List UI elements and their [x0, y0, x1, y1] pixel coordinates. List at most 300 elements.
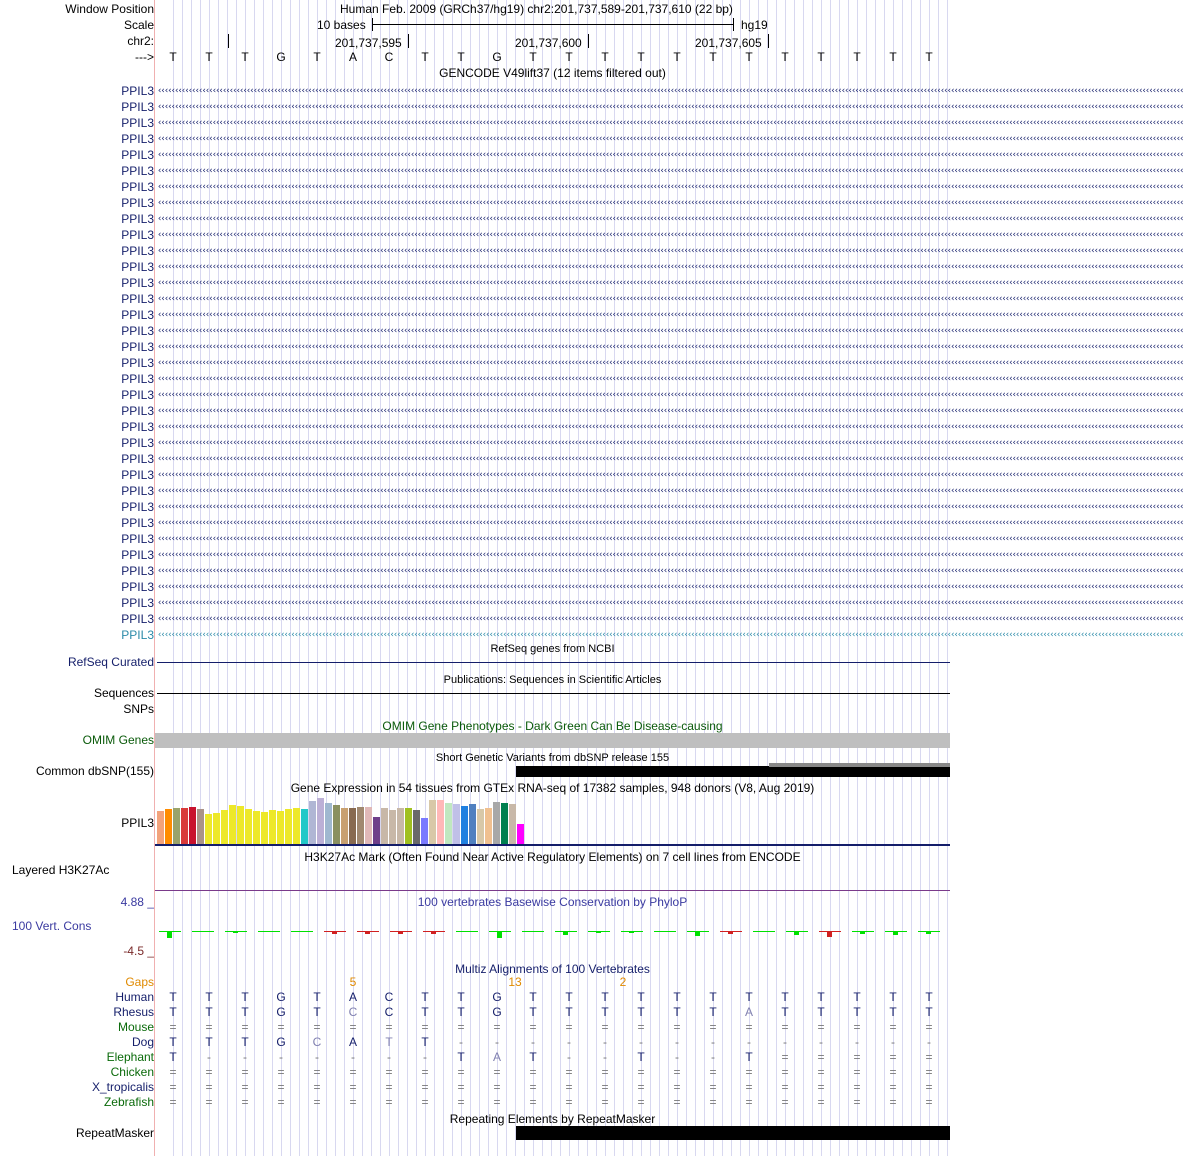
gencode-transcript[interactable]: ‹‹‹‹‹‹‹‹‹‹‹‹‹‹‹‹‹‹‹‹‹‹‹‹‹‹‹‹‹‹‹‹‹‹‹‹‹‹‹‹‹‹‹‹‹‹‹‹‹‹‹‹‹‹‹‹‹‹‹‹‹‹‹‹‹‹‹‹‹‹‹‹‹‹‹‹‹‹‹‹‹‹‹‹‹‹‹‹‹‹‹‹‹‹‹‹‹‹‹‹‹‹‹‹‹‹‹‹‹‹‹‹‹‹‹‹‹‹‹‹‹‹‹‹‹‹‹‹‹‹‹‹‹‹‹‹‹‹‹‹‹‹‹‹‹‹‹‹‹‹‹‹‹‹‹‹‹‹‹‹‹‹‹‹‹‹‹‹‹‹‹‹‹‹‹‹‹‹‹‹‹‹‹‹‹‹‹‹‹‹‹‹‹‹‹‹‹‹‹‹‹‹‹‹‹‹‹‹‹‹‹‹‹‹‹‹‹‹‹‹‹‹‹‹‹‹‹‹‹‹‹‹‹‹‹‹‹‹‹‹‹‹‹‹‹‹‹‹‹‹‹‹‹‹‹‹‹‹‹‹‹‹‹‹‹‹‹‹‹‹‹‹‹‹‹‹‹‹‹‹‹‹‹‹‹‹‹‹‹‹‹‹‹‹‹‹‹‹‹‹ — [157, 118, 1183, 128]
species-label[interactable]: Chicken — [110, 1065, 154, 1079]
alignment-base: T — [673, 1005, 681, 1019]
gtex-tissue-bar[interactable] — [213, 813, 220, 844]
phylop-score-bar[interactable] — [926, 931, 931, 934]
alignment-base: = — [205, 1020, 213, 1034]
h3k27ac-baseline — [155, 890, 950, 891]
alignment-base: T — [565, 990, 573, 1004]
alignment-base: - — [675, 1050, 679, 1064]
ruler-tick — [768, 34, 769, 48]
alignment-base: = — [565, 1095, 573, 1109]
gencode-transcript-label[interactable]: PPIL3 — [121, 484, 154, 498]
gencode-transcript-label[interactable]: PPIL3 — [121, 84, 154, 98]
gencode-transcript-label[interactable]: PPIL3 — [121, 180, 154, 194]
alignment-base: T — [421, 990, 429, 1004]
alignment-base: = — [745, 1065, 753, 1079]
gencode-transcript-label[interactable]: PPIL3 — [121, 148, 154, 162]
alignment-base: = — [313, 1020, 321, 1034]
species-label[interactable]: Elephant — [106, 1050, 154, 1064]
alignment-base: - — [639, 1035, 643, 1049]
gencode-transcript-label[interactable]: PPIL3 — [121, 612, 154, 626]
gencode-transcript-label[interactable]: PPIL3 — [121, 164, 154, 178]
phylop-score-bar[interactable] — [827, 932, 832, 937]
gencode-transcript[interactable]: ‹‹‹‹‹‹‹‹‹‹‹‹‹‹‹‹‹‹‹‹‹‹‹‹‹‹‹‹‹‹‹‹‹‹‹‹‹‹‹‹‹‹‹‹‹‹‹‹‹‹‹‹‹‹‹‹‹‹‹‹‹‹‹‹‹‹‹‹‹‹‹‹‹‹‹‹‹‹‹‹‹‹‹‹‹‹‹‹‹‹‹‹‹‹‹‹‹‹‹‹‹‹‹‹‹‹‹‹‹‹‹‹‹‹‹‹‹‹‹‹‹‹‹‹‹‹‹‹‹‹‹‹‹‹‹‹‹‹‹‹‹‹‹‹‹‹‹‹‹‹‹‹‹‹‹‹‹‹‹‹‹‹‹‹‹‹‹‹‹‹‹‹‹‹‹‹‹‹‹‹‹‹‹‹‹‹‹‹‹‹‹‹‹‹‹‹‹‹‹‹‹‹‹‹‹‹‹‹‹‹‹‹‹‹‹‹‹‹‹‹‹‹‹‹‹‹‹‹‹‹‹‹‹‹‹‹‹‹‹‹‹‹‹‹‹‹‹‹‹‹‹‹‹‹‹‹‹‹‹‹‹‹‹‹‹‹‹‹‹‹‹‹‹‹‹‹‹‹‹‹‹‹‹‹‹‹‹‹‹‹‹‹‹‹‹‹‹‹‹‹ — [157, 134, 1183, 144]
alignment-base: T — [169, 1035, 177, 1049]
phylop-score-bar[interactable] — [629, 931, 634, 933]
refseq-track-label[interactable]: RefSeq Curated — [67, 655, 154, 669]
gap-count: 2 — [619, 975, 627, 989]
dbsnp-track-title: Short Genetic Variants from dbSNP release 155 — [435, 752, 670, 764]
gtex-tissue-bar[interactable] — [437, 800, 444, 844]
alignment-base: T — [169, 990, 177, 1004]
alignment-base: T — [709, 990, 717, 1004]
alignment-base: - — [279, 1050, 283, 1064]
sequence-base: T — [421, 50, 429, 64]
scale-bar-right-tick — [733, 18, 734, 31]
phylop-score-bar[interactable] — [794, 931, 799, 935]
gtex-tissue-bar[interactable] — [365, 807, 372, 844]
gencode-transcript-label[interactable]: PPIL3 — [121, 452, 154, 466]
gencode-transcript-label[interactable]: PPIL3 — [121, 340, 154, 354]
dbsnp-track-label[interactable]: Common dbSNP(155) — [35, 764, 154, 778]
gencode-transcript[interactable]: ‹‹‹‹‹‹‹‹‹‹‹‹‹‹‹‹‹‹‹‹‹‹‹‹‹‹‹‹‹‹‹‹‹‹‹‹‹‹‹‹‹‹‹‹‹‹‹‹‹‹‹‹‹‹‹‹‹‹‹‹‹‹‹‹‹‹‹‹‹‹‹‹‹‹‹‹‹‹‹‹‹‹‹‹‹‹‹‹‹‹‹‹‹‹‹‹‹‹‹‹‹‹‹‹‹‹‹‹‹‹‹‹‹‹‹‹‹‹‹‹‹‹‹‹‹‹‹‹‹‹‹‹‹‹‹‹‹‹‹‹‹‹‹‹‹‹‹‹‹‹‹‹‹‹‹‹‹‹‹‹‹‹‹‹‹‹‹‹‹‹‹‹‹‹‹‹‹‹‹‹‹‹‹‹‹‹‹‹‹‹‹‹‹‹‹‹‹‹‹‹‹‹‹‹‹‹‹‹‹‹‹‹‹‹‹‹‹‹‹‹‹‹‹‹‹‹‹‹‹‹‹‹‹‹‹‹‹‹‹‹‹‹‹‹‹‹‹‹‹‹‹‹‹‹‹‹‹‹‹‹‹‹‹‹‹‹‹‹‹‹‹‹‹‹‹‹‹‹‹‹‹‹‹‹‹‹‹‹‹‹‹‹‹‹‹‹‹‹‹‹ — [157, 550, 1183, 560]
gtex-tissue-bar[interactable] — [237, 806, 244, 844]
gtex-tissue-bar[interactable] — [501, 803, 508, 844]
alignment-base: = — [457, 1065, 465, 1079]
phylop-score-bar[interactable] — [398, 932, 403, 934]
gencode-transcript-label[interactable]: PPIL3 — [121, 292, 154, 306]
alignment-base: = — [817, 1095, 825, 1109]
alignment-base: - — [819, 1035, 823, 1049]
sequence-base: T — [565, 50, 573, 64]
alignment-base: T — [241, 990, 249, 1004]
gencode-transcript[interactable]: ‹‹‹‹‹‹‹‹‹‹‹‹‹‹‹‹‹‹‹‹‹‹‹‹‹‹‹‹‹‹‹‹‹‹‹‹‹‹‹‹‹‹‹‹‹‹‹‹‹‹‹‹‹‹‹‹‹‹‹‹‹‹‹‹‹‹‹‹‹‹‹‹‹‹‹‹‹‹‹‹‹‹‹‹‹‹‹‹‹‹‹‹‹‹‹‹‹‹‹‹‹‹‹‹‹‹‹‹‹‹‹‹‹‹‹‹‹‹‹‹‹‹‹‹‹‹‹‹‹‹‹‹‹‹‹‹‹‹‹‹‹‹‹‹‹‹‹‹‹‹‹‹‹‹‹‹‹‹‹‹‹‹‹‹‹‹‹‹‹‹‹‹‹‹‹‹‹‹‹‹‹‹‹‹‹‹‹‹‹‹‹‹‹‹‹‹‹‹‹‹‹‹‹‹‹‹‹‹‹‹‹‹‹‹‹‹‹‹‹‹‹‹‹‹‹‹‹‹‹‹‹‹‹‹‹‹‹‹‹‹‹‹‹‹‹‹‹‹‹‹‹‹‹‹‹‹‹‹‹‹‹‹‹‹‹‹‹‹‹‹‹‹‹‹‹‹‹‹‹‹‹‹‹‹‹‹‹‹‹‹‹‹‹‹‹‹‹‹‹‹ — [157, 374, 1183, 384]
gencode-transcript[interactable]: ‹‹‹‹‹‹‹‹‹‹‹‹‹‹‹‹‹‹‹‹‹‹‹‹‹‹‹‹‹‹‹‹‹‹‹‹‹‹‹‹‹‹‹‹‹‹‹‹‹‹‹‹‹‹‹‹‹‹‹‹‹‹‹‹‹‹‹‹‹‹‹‹‹‹‹‹‹‹‹‹‹‹‹‹‹‹‹‹‹‹‹‹‹‹‹‹‹‹‹‹‹‹‹‹‹‹‹‹‹‹‹‹‹‹‹‹‹‹‹‹‹‹‹‹‹‹‹‹‹‹‹‹‹‹‹‹‹‹‹‹‹‹‹‹‹‹‹‹‹‹‹‹‹‹‹‹‹‹‹‹‹‹‹‹‹‹‹‹‹‹‹‹‹‹‹‹‹‹‹‹‹‹‹‹‹‹‹‹‹‹‹‹‹‹‹‹‹‹‹‹‹‹‹‹‹‹‹‹‹‹‹‹‹‹‹‹‹‹‹‹‹‹‹‹‹‹‹‹‹‹‹‹‹‹‹‹‹‹‹‹‹‹‹‹‹‹‹‹‹‹‹‹‹‹‹‹‹‹‹‹‹‹‹‹‹‹‹‹‹‹‹‹‹‹‹‹‹‹‹‹‹‹‹‹‹‹‹‹‹‹‹‹‹‹‹‹‹‹‹‹ — [157, 518, 1183, 528]
alignment-base: C — [384, 990, 394, 1004]
alignment-base: - — [567, 1035, 571, 1049]
alignment-base: = — [673, 1065, 681, 1079]
alignment-base: = — [853, 1095, 861, 1109]
alignment-base: = — [601, 1095, 609, 1109]
phylop-score-bar[interactable] — [860, 931, 865, 934]
phylop-score-bar[interactable] — [695, 931, 700, 936]
gtex-tissue-bar[interactable] — [461, 806, 468, 844]
gencode-transcript[interactable]: ‹‹‹‹‹‹‹‹‹‹‹‹‹‹‹‹‹‹‹‹‹‹‹‹‹‹‹‹‹‹‹‹‹‹‹‹‹‹‹‹‹‹‹‹‹‹‹‹‹‹‹‹‹‹‹‹‹‹‹‹‹‹‹‹‹‹‹‹‹‹‹‹‹‹‹‹‹‹‹‹‹‹‹‹‹‹‹‹‹‹‹‹‹‹‹‹‹‹‹‹‹‹‹‹‹‹‹‹‹‹‹‹‹‹‹‹‹‹‹‹‹‹‹‹‹‹‹‹‹‹‹‹‹‹‹‹‹‹‹‹‹‹‹‹‹‹‹‹‹‹‹‹‹‹‹‹‹‹‹‹‹‹‹‹‹‹‹‹‹‹‹‹‹‹‹‹‹‹‹‹‹‹‹‹‹‹‹‹‹‹‹‹‹‹‹‹‹‹‹‹‹‹‹‹‹‹‹‹‹‹‹‹‹‹‹‹‹‹‹‹‹‹‹‹‹‹‹‹‹‹‹‹‹‹‹‹‹‹‹‹‹‹‹‹‹‹‹‹‹‹‹‹‹‹‹‹‹‹‹‹‹‹‹‹‹‹‹‹‹‹‹‹‹‹‹‹‹‹‹‹‹‹‹‹‹‹‹‹‹‹‹‹‹‹‹‹‹‹‹‹ — [157, 278, 1183, 288]
gtex-tissue-bar[interactable] — [277, 811, 284, 844]
gtex-tissue-bar[interactable] — [469, 804, 476, 844]
h3k27ac-track-label[interactable]: Layered H3K27Ac — [12, 863, 110, 877]
gencode-transcript[interactable]: ‹‹‹‹‹‹‹‹‹‹‹‹‹‹‹‹‹‹‹‹‹‹‹‹‹‹‹‹‹‹‹‹‹‹‹‹‹‹‹‹‹‹‹‹‹‹‹‹‹‹‹‹‹‹‹‹‹‹‹‹‹‹‹‹‹‹‹‹‹‹‹‹‹‹‹‹‹‹‹‹‹‹‹‹‹‹‹‹‹‹‹‹‹‹‹‹‹‹‹‹‹‹‹‹‹‹‹‹‹‹‹‹‹‹‹‹‹‹‹‹‹‹‹‹‹‹‹‹‹‹‹‹‹‹‹‹‹‹‹‹‹‹‹‹‹‹‹‹‹‹‹‹‹‹‹‹‹‹‹‹‹‹‹‹‹‹‹‹‹‹‹‹‹‹‹‹‹‹‹‹‹‹‹‹‹‹‹‹‹‹‹‹‹‹‹‹‹‹‹‹‹‹‹‹‹‹‹‹‹‹‹‹‹‹‹‹‹‹‹‹‹‹‹‹‹‹‹‹‹‹‹‹‹‹‹‹‹‹‹‹‹‹‹‹‹‹‹‹‹‹‹‹‹‹‹‹‹‹‹‹‹‹‹‹‹‹‹‹‹‹‹‹‹‹‹‹‹‹‹‹‹‹‹‹‹‹‹‹‹‹‹‹‹‹‹‹‹‹‹‹ — [157, 262, 1183, 272]
gtex-tissue-bar[interactable] — [357, 807, 364, 844]
assembly-position-text: Human Feb. 2009 (GRCh37/hg19) chr2:201,737,589-201,737,610 (22 bp) — [340, 2, 733, 16]
gtex-tissue-bar[interactable] — [181, 808, 188, 844]
gtex-tissue-bar[interactable] — [205, 814, 212, 844]
alignment-base: - — [747, 1035, 751, 1049]
alignment-base: = — [529, 1020, 537, 1034]
gtex-track-title: Gene Expression in 54 tissues from GTEx RNA-seq of 17382 samples, 948 donors (V8, Aug 2019) — [290, 781, 815, 795]
gencode-transcript-label[interactable]: PPIL3 — [121, 404, 154, 418]
alignment-base: - — [387, 1050, 391, 1064]
alignment-base: A — [744, 1005, 753, 1019]
gencode-transcript[interactable]: ‹‹‹‹‹‹‹‹‹‹‹‹‹‹‹‹‹‹‹‹‹‹‹‹‹‹‹‹‹‹‹‹‹‹‹‹‹‹‹‹‹‹‹‹‹‹‹‹‹‹‹‹‹‹‹‹‹‹‹‹‹‹‹‹‹‹‹‹‹‹‹‹‹‹‹‹‹‹‹‹‹‹‹‹‹‹‹‹‹‹‹‹‹‹‹‹‹‹‹‹‹‹‹‹‹‹‹‹‹‹‹‹‹‹‹‹‹‹‹‹‹‹‹‹‹‹‹‹‹‹‹‹‹‹‹‹‹‹‹‹‹‹‹‹‹‹‹‹‹‹‹‹‹‹‹‹‹‹‹‹‹‹‹‹‹‹‹‹‹‹‹‹‹‹‹‹‹‹‹‹‹‹‹‹‹‹‹‹‹‹‹‹‹‹‹‹‹‹‹‹‹‹‹‹‹‹‹‹‹‹‹‹‹‹‹‹‹‹‹‹‹‹‹‹‹‹‹‹‹‹‹‹‹‹‹‹‹‹‹‹‹‹‹‹‹‹‹‹‹‹‹‹‹‹‹‹‹‹‹‹‹‹‹‹‹‹‹‹‹‹‹‹‹‹‹‹‹‹‹‹‹‹‹‹‹‹‹‹‹‹‹‹‹‹‹‹‹‹‹‹ — [157, 630, 1183, 640]
gtex-tissue-bar[interactable] — [173, 808, 180, 844]
alignment-base: = — [709, 1080, 717, 1094]
gtex-tissue-bar[interactable] — [349, 808, 356, 844]
repeatmasker-element[interactable] — [516, 1126, 950, 1140]
gencode-transcript[interactable]: ‹‹‹‹‹‹‹‹‹‹‹‹‹‹‹‹‹‹‹‹‹‹‹‹‹‹‹‹‹‹‹‹‹‹‹‹‹‹‹‹‹‹‹‹‹‹‹‹‹‹‹‹‹‹‹‹‹‹‹‹‹‹‹‹‹‹‹‹‹‹‹‹‹‹‹‹‹‹‹‹‹‹‹‹‹‹‹‹‹‹‹‹‹‹‹‹‹‹‹‹‹‹‹‹‹‹‹‹‹‹‹‹‹‹‹‹‹‹‹‹‹‹‹‹‹‹‹‹‹‹‹‹‹‹‹‹‹‹‹‹‹‹‹‹‹‹‹‹‹‹‹‹‹‹‹‹‹‹‹‹‹‹‹‹‹‹‹‹‹‹‹‹‹‹‹‹‹‹‹‹‹‹‹‹‹‹‹‹‹‹‹‹‹‹‹‹‹‹‹‹‹‹‹‹‹‹‹‹‹‹‹‹‹‹‹‹‹‹‹‹‹‹‹‹‹‹‹‹‹‹‹‹‹‹‹‹‹‹‹‹‹‹‹‹‹‹‹‹‹‹‹‹‹‹‹‹‹‹‹‹‹‹‹‹‹‹‹‹‹‹‹‹‹‹‹‹‹‹‹‹‹‹‹‹‹‹‹‹‹‹‹‹‹‹‹‹‹‹‹‹ — [157, 246, 1183, 256]
alignment-base: T — [565, 1005, 573, 1019]
phylop-base-tick — [258, 931, 280, 932]
alignment-base: = — [565, 1080, 573, 1094]
gencode-transcript[interactable]: ‹‹‹‹‹‹‹‹‹‹‹‹‹‹‹‹‹‹‹‹‹‹‹‹‹‹‹‹‹‹‹‹‹‹‹‹‹‹‹‹‹‹‹‹‹‹‹‹‹‹‹‹‹‹‹‹‹‹‹‹‹‹‹‹‹‹‹‹‹‹‹‹‹‹‹‹‹‹‹‹‹‹‹‹‹‹‹‹‹‹‹‹‹‹‹‹‹‹‹‹‹‹‹‹‹‹‹‹‹‹‹‹‹‹‹‹‹‹‹‹‹‹‹‹‹‹‹‹‹‹‹‹‹‹‹‹‹‹‹‹‹‹‹‹‹‹‹‹‹‹‹‹‹‹‹‹‹‹‹‹‹‹‹‹‹‹‹‹‹‹‹‹‹‹‹‹‹‹‹‹‹‹‹‹‹‹‹‹‹‹‹‹‹‹‹‹‹‹‹‹‹‹‹‹‹‹‹‹‹‹‹‹‹‹‹‹‹‹‹‹‹‹‹‹‹‹‹‹‹‹‹‹‹‹‹‹‹‹‹‹‹‹‹‹‹‹‹‹‹‹‹‹‹‹‹‹‹‹‹‹‹‹‹‹‹‹‹‹‹‹‹‹‹‹‹‹‹‹‹‹‹‹‹‹‹‹‹‹‹‹‹‹‹‹‹‹‹‹‹‹ — [157, 486, 1183, 496]
gencode-transcript[interactable]: ‹‹‹‹‹‹‹‹‹‹‹‹‹‹‹‹‹‹‹‹‹‹‹‹‹‹‹‹‹‹‹‹‹‹‹‹‹‹‹‹‹‹‹‹‹‹‹‹‹‹‹‹‹‹‹‹‹‹‹‹‹‹‹‹‹‹‹‹‹‹‹‹‹‹‹‹‹‹‹‹‹‹‹‹‹‹‹‹‹‹‹‹‹‹‹‹‹‹‹‹‹‹‹‹‹‹‹‹‹‹‹‹‹‹‹‹‹‹‹‹‹‹‹‹‹‹‹‹‹‹‹‹‹‹‹‹‹‹‹‹‹‹‹‹‹‹‹‹‹‹‹‹‹‹‹‹‹‹‹‹‹‹‹‹‹‹‹‹‹‹‹‹‹‹‹‹‹‹‹‹‹‹‹‹‹‹‹‹‹‹‹‹‹‹‹‹‹‹‹‹‹‹‹‹‹‹‹‹‹‹‹‹‹‹‹‹‹‹‹‹‹‹‹‹‹‹‹‹‹‹‹‹‹‹‹‹‹‹‹‹‹‹‹‹‹‹‹‹‹‹‹‹‹‹‹‹‹‹‹‹‹‹‹‹‹‹‹‹‹‹‹‹‹‹‹‹‹‹‹‹‹‹‹‹‹‹‹‹‹‹‹‹‹‹‹‹‹‹‹‹ — [157, 342, 1183, 352]
alignment-base: T — [529, 990, 537, 1004]
alignment-base: = — [853, 1065, 861, 1079]
species-label[interactable]: Zebrafish — [103, 1095, 154, 1109]
h3k27ac-track-title: H3K27Ac Mark (Often Found Near Active Regulatory Elements) on 7 cell lines from ENCODE — [304, 850, 801, 864]
alignment-base: = — [781, 1080, 789, 1094]
alignment-base: T — [205, 1035, 213, 1049]
alignment-base: = — [817, 1065, 825, 1079]
gtex-tissue-bar[interactable] — [333, 805, 340, 844]
scale-label: Scale — [123, 18, 154, 32]
gtex-tissue-bar[interactable] — [285, 809, 292, 844]
gencode-transcript-label[interactable]: PPIL3 — [121, 436, 154, 450]
phylop-score-bar[interactable] — [563, 931, 568, 935]
alignment-base: = — [781, 1095, 789, 1109]
alignment-base: T — [313, 990, 321, 1004]
alignment-base: T — [241, 1005, 249, 1019]
gencode-transcript[interactable]: ‹‹‹‹‹‹‹‹‹‹‹‹‹‹‹‹‹‹‹‹‹‹‹‹‹‹‹‹‹‹‹‹‹‹‹‹‹‹‹‹‹‹‹‹‹‹‹‹‹‹‹‹‹‹‹‹‹‹‹‹‹‹‹‹‹‹‹‹‹‹‹‹‹‹‹‹‹‹‹‹‹‹‹‹‹‹‹‹‹‹‹‹‹‹‹‹‹‹‹‹‹‹‹‹‹‹‹‹‹‹‹‹‹‹‹‹‹‹‹‹‹‹‹‹‹‹‹‹‹‹‹‹‹‹‹‹‹‹‹‹‹‹‹‹‹‹‹‹‹‹‹‹‹‹‹‹‹‹‹‹‹‹‹‹‹‹‹‹‹‹‹‹‹‹‹‹‹‹‹‹‹‹‹‹‹‹‹‹‹‹‹‹‹‹‹‹‹‹‹‹‹‹‹‹‹‹‹‹‹‹‹‹‹‹‹‹‹‹‹‹‹‹‹‹‹‹‹‹‹‹‹‹‹‹‹‹‹‹‹‹‹‹‹‹‹‹‹‹‹‹‹‹‹‹‹‹‹‹‹‹‹‹‹‹‹‹‹‹‹‹‹‹‹‹‹‹‹‹‹‹‹‹‹‹‹‹‹‹‹‹‹‹‹‹‹‹‹‹‹‹ — [157, 166, 1183, 176]
gencode-transcript[interactable]: ‹‹‹‹‹‹‹‹‹‹‹‹‹‹‹‹‹‹‹‹‹‹‹‹‹‹‹‹‹‹‹‹‹‹‹‹‹‹‹‹‹‹‹‹‹‹‹‹‹‹‹‹‹‹‹‹‹‹‹‹‹‹‹‹‹‹‹‹‹‹‹‹‹‹‹‹‹‹‹‹‹‹‹‹‹‹‹‹‹‹‹‹‹‹‹‹‹‹‹‹‹‹‹‹‹‹‹‹‹‹‹‹‹‹‹‹‹‹‹‹‹‹‹‹‹‹‹‹‹‹‹‹‹‹‹‹‹‹‹‹‹‹‹‹‹‹‹‹‹‹‹‹‹‹‹‹‹‹‹‹‹‹‹‹‹‹‹‹‹‹‹‹‹‹‹‹‹‹‹‹‹‹‹‹‹‹‹‹‹‹‹‹‹‹‹‹‹‹‹‹‹‹‹‹‹‹‹‹‹‹‹‹‹‹‹‹‹‹‹‹‹‹‹‹‹‹‹‹‹‹‹‹‹‹‹‹‹‹‹‹‹‹‹‹‹‹‹‹‹‹‹‹‹‹‹‹‹‹‹‹‹‹‹‹‹‹‹‹‹‹‹‹‹‹‹‹‹‹‹‹‹‹‹‹‹‹‹‹‹‹‹‹‹‹‹‹‹‹‹‹ — [157, 358, 1183, 368]
alignment-base: - — [351, 1050, 355, 1064]
alignment-base: = — [925, 1080, 933, 1094]
alignment-base: T — [385, 1035, 393, 1049]
species-label[interactable]: X_tropicalis — [91, 1080, 154, 1094]
gtex-tissue-bar[interactable] — [429, 800, 436, 844]
phylop-score-bar[interactable] — [365, 932, 370, 934]
alignment-base: = — [529, 1095, 537, 1109]
gencode-transcript[interactable]: ‹‹‹‹‹‹‹‹‹‹‹‹‹‹‹‹‹‹‹‹‹‹‹‹‹‹‹‹‹‹‹‹‹‹‹‹‹‹‹‹‹‹‹‹‹‹‹‹‹‹‹‹‹‹‹‹‹‹‹‹‹‹‹‹‹‹‹‹‹‹‹‹‹‹‹‹‹‹‹‹‹‹‹‹‹‹‹‹‹‹‹‹‹‹‹‹‹‹‹‹‹‹‹‹‹‹‹‹‹‹‹‹‹‹‹‹‹‹‹‹‹‹‹‹‹‹‹‹‹‹‹‹‹‹‹‹‹‹‹‹‹‹‹‹‹‹‹‹‹‹‹‹‹‹‹‹‹‹‹‹‹‹‹‹‹‹‹‹‹‹‹‹‹‹‹‹‹‹‹‹‹‹‹‹‹‹‹‹‹‹‹‹‹‹‹‹‹‹‹‹‹‹‹‹‹‹‹‹‹‹‹‹‹‹‹‹‹‹‹‹‹‹‹‹‹‹‹‹‹‹‹‹‹‹‹‹‹‹‹‹‹‹‹‹‹‹‹‹‹‹‹‹‹‹‹‹‹‹‹‹‹‹‹‹‹‹‹‹‹‹‹‹‹‹‹‹‹‹‹‹‹‹‹‹‹‹‹‹‹‹‹‹‹‹‹‹‹‹‹‹ — [157, 438, 1183, 448]
alignment-base: T — [817, 990, 825, 1004]
alignment-base: = — [673, 1080, 681, 1094]
alignment-base: = — [565, 1020, 573, 1034]
alignment-base: = — [205, 1080, 213, 1094]
sequence-base: T — [673, 50, 681, 64]
ruler-tick — [588, 34, 589, 48]
alignment-base: = — [421, 1020, 429, 1034]
species-label[interactable]: Human — [115, 990, 154, 1004]
alignment-base: = — [925, 1095, 933, 1109]
gencode-transcript-label[interactable]: PPIL3 — [121, 580, 154, 594]
species-label[interactable]: Rhesus — [113, 1005, 154, 1019]
alignment-base: = — [781, 1020, 789, 1034]
alignment-base: = — [781, 1050, 789, 1064]
phylop-score-bar[interactable] — [728, 932, 733, 934]
alignment-base: T — [529, 1005, 537, 1019]
gencode-transcript[interactable]: ‹‹‹‹‹‹‹‹‹‹‹‹‹‹‹‹‹‹‹‹‹‹‹‹‹‹‹‹‹‹‹‹‹‹‹‹‹‹‹‹‹‹‹‹‹‹‹‹‹‹‹‹‹‹‹‹‹‹‹‹‹‹‹‹‹‹‹‹‹‹‹‹‹‹‹‹‹‹‹‹‹‹‹‹‹‹‹‹‹‹‹‹‹‹‹‹‹‹‹‹‹‹‹‹‹‹‹‹‹‹‹‹‹‹‹‹‹‹‹‹‹‹‹‹‹‹‹‹‹‹‹‹‹‹‹‹‹‹‹‹‹‹‹‹‹‹‹‹‹‹‹‹‹‹‹‹‹‹‹‹‹‹‹‹‹‹‹‹‹‹‹‹‹‹‹‹‹‹‹‹‹‹‹‹‹‹‹‹‹‹‹‹‹‹‹‹‹‹‹‹‹‹‹‹‹‹‹‹‹‹‹‹‹‹‹‹‹‹‹‹‹‹‹‹‹‹‹‹‹‹‹‹‹‹‹‹‹‹‹‹‹‹‹‹‹‹‹‹‹‹‹‹‹‹‹‹‹‹‹‹‹‹‹‹‹‹‹‹‹‹‹‹‹‹‹‹‹‹‹‹‹‹‹‹‹‹‹‹‹‹‹‹‹‹‹‹‹‹‹‹ — [157, 230, 1183, 240]
alignment-base: = — [817, 1050, 825, 1064]
gencode-transcript-label[interactable]: PPIL3 — [121, 468, 154, 482]
gencode-transcript-label[interactable]: PPIL3 — [121, 324, 154, 338]
gencode-transcript-label[interactable]: PPIL3 — [121, 548, 154, 562]
dbsnp-variant-block-2[interactable] — [769, 763, 950, 767]
gencode-transcript[interactable]: ‹‹‹‹‹‹‹‹‹‹‹‹‹‹‹‹‹‹‹‹‹‹‹‹‹‹‹‹‹‹‹‹‹‹‹‹‹‹‹‹‹‹‹‹‹‹‹‹‹‹‹‹‹‹‹‹‹‹‹‹‹‹‹‹‹‹‹‹‹‹‹‹‹‹‹‹‹‹‹‹‹‹‹‹‹‹‹‹‹‹‹‹‹‹‹‹‹‹‹‹‹‹‹‹‹‹‹‹‹‹‹‹‹‹‹‹‹‹‹‹‹‹‹‹‹‹‹‹‹‹‹‹‹‹‹‹‹‹‹‹‹‹‹‹‹‹‹‹‹‹‹‹‹‹‹‹‹‹‹‹‹‹‹‹‹‹‹‹‹‹‹‹‹‹‹‹‹‹‹‹‹‹‹‹‹‹‹‹‹‹‹‹‹‹‹‹‹‹‹‹‹‹‹‹‹‹‹‹‹‹‹‹‹‹‹‹‹‹‹‹‹‹‹‹‹‹‹‹‹‹‹‹‹‹‹‹‹‹‹‹‹‹‹‹‹‹‹‹‹‹‹‹‹‹‹‹‹‹‹‹‹‹‹‹‹‹‹‹‹‹‹‹‹‹‹‹‹‹‹‹‹‹‹‹‹‹‹‹‹‹‹‹‹‹‹‹‹‹‹‹ — [157, 310, 1183, 320]
alignment-base: = — [457, 1080, 465, 1094]
species-label[interactable]: Dog — [131, 1035, 154, 1049]
alignment-base: = — [925, 1050, 933, 1064]
gencode-transcript-label[interactable]: PPIL3 — [121, 516, 154, 530]
gtex-tissue-bar[interactable] — [301, 809, 308, 844]
species-label[interactable]: Mouse — [117, 1020, 154, 1034]
alignment-base: A — [348, 1035, 357, 1049]
gtex-tissue-bar[interactable] — [157, 811, 164, 844]
gencode-transcript[interactable]: ‹‹‹‹‹‹‹‹‹‹‹‹‹‹‹‹‹‹‹‹‹‹‹‹‹‹‹‹‹‹‹‹‹‹‹‹‹‹‹‹‹‹‹‹‹‹‹‹‹‹‹‹‹‹‹‹‹‹‹‹‹‹‹‹‹‹‹‹‹‹‹‹‹‹‹‹‹‹‹‹‹‹‹‹‹‹‹‹‹‹‹‹‹‹‹‹‹‹‹‹‹‹‹‹‹‹‹‹‹‹‹‹‹‹‹‹‹‹‹‹‹‹‹‹‹‹‹‹‹‹‹‹‹‹‹‹‹‹‹‹‹‹‹‹‹‹‹‹‹‹‹‹‹‹‹‹‹‹‹‹‹‹‹‹‹‹‹‹‹‹‹‹‹‹‹‹‹‹‹‹‹‹‹‹‹‹‹‹‹‹‹‹‹‹‹‹‹‹‹‹‹‹‹‹‹‹‹‹‹‹‹‹‹‹‹‹‹‹‹‹‹‹‹‹‹‹‹‹‹‹‹‹‹‹‹‹‹‹‹‹‹‹‹‹‹‹‹‹‹‹‹‹‹‹‹‹‹‹‹‹‹‹‹‹‹‹‹‹‹‹‹‹‹‹‹‹‹‹‹‹‹‹‹‹‹‹‹‹‹‹‹‹‹‹‹‹‹‹‹‹ — [157, 534, 1183, 544]
alignment-base: T — [637, 1005, 645, 1019]
gtex-tissue-bar[interactable] — [397, 808, 404, 844]
alignment-base: G — [276, 990, 286, 1004]
gencode-transcript[interactable]: ‹‹‹‹‹‹‹‹‹‹‹‹‹‹‹‹‹‹‹‹‹‹‹‹‹‹‹‹‹‹‹‹‹‹‹‹‹‹‹‹‹‹‹‹‹‹‹‹‹‹‹‹‹‹‹‹‹‹‹‹‹‹‹‹‹‹‹‹‹‹‹‹‹‹‹‹‹‹‹‹‹‹‹‹‹‹‹‹‹‹‹‹‹‹‹‹‹‹‹‹‹‹‹‹‹‹‹‹‹‹‹‹‹‹‹‹‹‹‹‹‹‹‹‹‹‹‹‹‹‹‹‹‹‹‹‹‹‹‹‹‹‹‹‹‹‹‹‹‹‹‹‹‹‹‹‹‹‹‹‹‹‹‹‹‹‹‹‹‹‹‹‹‹‹‹‹‹‹‹‹‹‹‹‹‹‹‹‹‹‹‹‹‹‹‹‹‹‹‹‹‹‹‹‹‹‹‹‹‹‹‹‹‹‹‹‹‹‹‹‹‹‹‹‹‹‹‹‹‹‹‹‹‹‹‹‹‹‹‹‹‹‹‹‹‹‹‹‹‹‹‹‹‹‹‹‹‹‹‹‹‹‹‹‹‹‹‹‹‹‹‹‹‹‹‹‹‹‹‹‹‹‹‹‹‹‹‹‹‹‹‹‹‹‹‹‹‹‹‹‹ — [157, 502, 1183, 512]
gtex-tissue-bar[interactable] — [389, 810, 396, 844]
gtex-tissue-bar[interactable] — [245, 809, 252, 844]
alignment-base: - — [603, 1050, 607, 1064]
gtex-tissue-bar[interactable] — [517, 824, 524, 844]
db-text: hg19 — [741, 18, 768, 32]
gtex-tissue-bar[interactable] — [165, 809, 172, 844]
alignment-base: = — [421, 1065, 429, 1079]
snps-track-label[interactable]: SNPs — [123, 702, 154, 716]
sequence-base: T — [169, 50, 177, 64]
phylop-score-bar[interactable] — [497, 931, 502, 938]
alignment-base: = — [637, 1020, 645, 1034]
alignment-base: A — [348, 990, 357, 1004]
phylop-score-bar[interactable] — [596, 931, 601, 933]
phylop-max-label: 4.88 _ — [120, 895, 154, 909]
gtex-tissue-bar[interactable] — [325, 803, 332, 844]
gencode-transcript[interactable]: ‹‹‹‹‹‹‹‹‹‹‹‹‹‹‹‹‹‹‹‹‹‹‹‹‹‹‹‹‹‹‹‹‹‹‹‹‹‹‹‹‹‹‹‹‹‹‹‹‹‹‹‹‹‹‹‹‹‹‹‹‹‹‹‹‹‹‹‹‹‹‹‹‹‹‹‹‹‹‹‹‹‹‹‹‹‹‹‹‹‹‹‹‹‹‹‹‹‹‹‹‹‹‹‹‹‹‹‹‹‹‹‹‹‹‹‹‹‹‹‹‹‹‹‹‹‹‹‹‹‹‹‹‹‹‹‹‹‹‹‹‹‹‹‹‹‹‹‹‹‹‹‹‹‹‹‹‹‹‹‹‹‹‹‹‹‹‹‹‹‹‹‹‹‹‹‹‹‹‹‹‹‹‹‹‹‹‹‹‹‹‹‹‹‹‹‹‹‹‹‹‹‹‹‹‹‹‹‹‹‹‹‹‹‹‹‹‹‹‹‹‹‹‹‹‹‹‹‹‹‹‹‹‹‹‹‹‹‹‹‹‹‹‹‹‹‹‹‹‹‹‹‹‹‹‹‹‹‹‹‹‹‹‹‹‹‹‹‹‹‹‹‹‹‹‹‹‹‹‹‹‹‹‹‹‹‹‹‹‹‹‹‹‹‹‹‹‹‹‹‹ — [157, 198, 1183, 208]
gencode-transcript[interactable]: ‹‹‹‹‹‹‹‹‹‹‹‹‹‹‹‹‹‹‹‹‹‹‹‹‹‹‹‹‹‹‹‹‹‹‹‹‹‹‹‹‹‹‹‹‹‹‹‹‹‹‹‹‹‹‹‹‹‹‹‹‹‹‹‹‹‹‹‹‹‹‹‹‹‹‹‹‹‹‹‹‹‹‹‹‹‹‹‹‹‹‹‹‹‹‹‹‹‹‹‹‹‹‹‹‹‹‹‹‹‹‹‹‹‹‹‹‹‹‹‹‹‹‹‹‹‹‹‹‹‹‹‹‹‹‹‹‹‹‹‹‹‹‹‹‹‹‹‹‹‹‹‹‹‹‹‹‹‹‹‹‹‹‹‹‹‹‹‹‹‹‹‹‹‹‹‹‹‹‹‹‹‹‹‹‹‹‹‹‹‹‹‹‹‹‹‹‹‹‹‹‹‹‹‹‹‹‹‹‹‹‹‹‹‹‹‹‹‹‹‹‹‹‹‹‹‹‹‹‹‹‹‹‹‹‹‹‹‹‹‹‹‹‹‹‹‹‹‹‹‹‹‹‹‹‹‹‹‹‹‹‹‹‹‹‹‹‹‹‹‹‹‹‹‹‹‹‹‹‹‹‹‹‹‹‹‹‹‹‹‹‹‹‹‹‹‹‹‹‹‹ — [157, 182, 1183, 192]
alignment-base: = — [889, 1080, 897, 1094]
alignment-base: = — [673, 1020, 681, 1034]
gtex-tissue-bar[interactable] — [221, 810, 228, 844]
alignment-base: = — [745, 1020, 753, 1034]
gencode-transcript-label[interactable]: PPIL3 — [121, 244, 154, 258]
gencode-transcript[interactable]: ‹‹‹‹‹‹‹‹‹‹‹‹‹‹‹‹‹‹‹‹‹‹‹‹‹‹‹‹‹‹‹‹‹‹‹‹‹‹‹‹‹‹‹‹‹‹‹‹‹‹‹‹‹‹‹‹‹‹‹‹‹‹‹‹‹‹‹‹‹‹‹‹‹‹‹‹‹‹‹‹‹‹‹‹‹‹‹‹‹‹‹‹‹‹‹‹‹‹‹‹‹‹‹‹‹‹‹‹‹‹‹‹‹‹‹‹‹‹‹‹‹‹‹‹‹‹‹‹‹‹‹‹‹‹‹‹‹‹‹‹‹‹‹‹‹‹‹‹‹‹‹‹‹‹‹‹‹‹‹‹‹‹‹‹‹‹‹‹‹‹‹‹‹‹‹‹‹‹‹‹‹‹‹‹‹‹‹‹‹‹‹‹‹‹‹‹‹‹‹‹‹‹‹‹‹‹‹‹‹‹‹‹‹‹‹‹‹‹‹‹‹‹‹‹‹‹‹‹‹‹‹‹‹‹‹‹‹‹‹‹‹‹‹‹‹‹‹‹‹‹‹‹‹‹‹‹‹‹‹‹‹‹‹‹‹‹‹‹‹‹‹‹‹‹‹‹‹‹‹‹‹‹‹‹‹‹‹‹‹‹‹‹‹‹‹‹‹‹‹‹ — [157, 454, 1183, 464]
alignment-base: - — [315, 1050, 319, 1064]
sequence-base: G — [276, 50, 286, 64]
alignment-base: = — [169, 1020, 177, 1034]
gencode-transcript-label[interactable]: PPIL3 — [121, 116, 154, 130]
alignment-base: T — [529, 1050, 537, 1064]
alignment-base: = — [277, 1080, 285, 1094]
gencode-transcript[interactable]: ‹‹‹‹‹‹‹‹‹‹‹‹‹‹‹‹‹‹‹‹‹‹‹‹‹‹‹‹‹‹‹‹‹‹‹‹‹‹‹‹‹‹‹‹‹‹‹‹‹‹‹‹‹‹‹‹‹‹‹‹‹‹‹‹‹‹‹‹‹‹‹‹‹‹‹‹‹‹‹‹‹‹‹‹‹‹‹‹‹‹‹‹‹‹‹‹‹‹‹‹‹‹‹‹‹‹‹‹‹‹‹‹‹‹‹‹‹‹‹‹‹‹‹‹‹‹‹‹‹‹‹‹‹‹‹‹‹‹‹‹‹‹‹‹‹‹‹‹‹‹‹‹‹‹‹‹‹‹‹‹‹‹‹‹‹‹‹‹‹‹‹‹‹‹‹‹‹‹‹‹‹‹‹‹‹‹‹‹‹‹‹‹‹‹‹‹‹‹‹‹‹‹‹‹‹‹‹‹‹‹‹‹‹‹‹‹‹‹‹‹‹‹‹‹‹‹‹‹‹‹‹‹‹‹‹‹‹‹‹‹‹‹‹‹‹‹‹‹‹‹‹‹‹‹‹‹‹‹‹‹‹‹‹‹‹‹‹‹‹‹‹‹‹‹‹‹‹‹‹‹‹‹‹‹‹‹‹‹‹‹‹‹‹‹‹‹‹‹‹‹ — [157, 214, 1183, 224]
gtex-tissue-bar[interactable] — [317, 798, 324, 844]
phylop-score-bar[interactable] — [431, 932, 436, 934]
alignment-base: = — [493, 1065, 501, 1079]
alignment-base: - — [675, 1035, 679, 1049]
alignment-base: = — [241, 1020, 249, 1034]
alignment-base: = — [313, 1095, 321, 1109]
sequence-base: T — [601, 50, 609, 64]
gencode-transcript-label[interactable]: PPIL3 — [121, 260, 154, 274]
alignment-base: = — [565, 1065, 573, 1079]
gencode-transcript-label[interactable]: PPIL3 — [121, 228, 154, 242]
gencode-transcript[interactable]: ‹‹‹‹‹‹‹‹‹‹‹‹‹‹‹‹‹‹‹‹‹‹‹‹‹‹‹‹‹‹‹‹‹‹‹‹‹‹‹‹‹‹‹‹‹‹‹‹‹‹‹‹‹‹‹‹‹‹‹‹‹‹‹‹‹‹‹‹‹‹‹‹‹‹‹‹‹‹‹‹‹‹‹‹‹‹‹‹‹‹‹‹‹‹‹‹‹‹‹‹‹‹‹‹‹‹‹‹‹‹‹‹‹‹‹‹‹‹‹‹‹‹‹‹‹‹‹‹‹‹‹‹‹‹‹‹‹‹‹‹‹‹‹‹‹‹‹‹‹‹‹‹‹‹‹‹‹‹‹‹‹‹‹‹‹‹‹‹‹‹‹‹‹‹‹‹‹‹‹‹‹‹‹‹‹‹‹‹‹‹‹‹‹‹‹‹‹‹‹‹‹‹‹‹‹‹‹‹‹‹‹‹‹‹‹‹‹‹‹‹‹‹‹‹‹‹‹‹‹‹‹‹‹‹‹‹‹‹‹‹‹‹‹‹‹‹‹‹‹‹‹‹‹‹‹‹‹‹‹‹‹‹‹‹‹‹‹‹‹‹‹‹‹‹‹‹‹‹‹‹‹‹‹‹‹‹‹‹‹‹‹‹‹‹‹‹‹‹‹‹ — [157, 86, 1183, 96]
gtex-tissue-bar[interactable] — [405, 808, 412, 844]
alignment-base: - — [423, 1050, 427, 1064]
gtex-tissue-bar[interactable] — [197, 809, 204, 844]
gencode-track-title: GENCODE V49lift37 (12 items filtered out) — [439, 66, 666, 80]
sequence-base: T — [205, 50, 213, 64]
alignment-base: = — [745, 1095, 753, 1109]
gencode-transcript[interactable]: ‹‹‹‹‹‹‹‹‹‹‹‹‹‹‹‹‹‹‹‹‹‹‹‹‹‹‹‹‹‹‹‹‹‹‹‹‹‹‹‹‹‹‹‹‹‹‹‹‹‹‹‹‹‹‹‹‹‹‹‹‹‹‹‹‹‹‹‹‹‹‹‹‹‹‹‹‹‹‹‹‹‹‹‹‹‹‹‹‹‹‹‹‹‹‹‹‹‹‹‹‹‹‹‹‹‹‹‹‹‹‹‹‹‹‹‹‹‹‹‹‹‹‹‹‹‹‹‹‹‹‹‹‹‹‹‹‹‹‹‹‹‹‹‹‹‹‹‹‹‹‹‹‹‹‹‹‹‹‹‹‹‹‹‹‹‹‹‹‹‹‹‹‹‹‹‹‹‹‹‹‹‹‹‹‹‹‹‹‹‹‹‹‹‹‹‹‹‹‹‹‹‹‹‹‹‹‹‹‹‹‹‹‹‹‹‹‹‹‹‹‹‹‹‹‹‹‹‹‹‹‹‹‹‹‹‹‹‹‹‹‹‹‹‹‹‹‹‹‹‹‹‹‹‹‹‹‹‹‹‹‹‹‹‹‹‹‹‹‹‹‹‹‹‹‹‹‹‹‹‹‹‹‹‹‹‹‹‹‹‹‹‹‹‹‹‹‹‹‹‹ — [157, 294, 1183, 304]
alignment-base: = — [745, 1080, 753, 1094]
gencode-transcript[interactable]: ‹‹‹‹‹‹‹‹‹‹‹‹‹‹‹‹‹‹‹‹‹‹‹‹‹‹‹‹‹‹‹‹‹‹‹‹‹‹‹‹‹‹‹‹‹‹‹‹‹‹‹‹‹‹‹‹‹‹‹‹‹‹‹‹‹‹‹‹‹‹‹‹‹‹‹‹‹‹‹‹‹‹‹‹‹‹‹‹‹‹‹‹‹‹‹‹‹‹‹‹‹‹‹‹‹‹‹‹‹‹‹‹‹‹‹‹‹‹‹‹‹‹‹‹‹‹‹‹‹‹‹‹‹‹‹‹‹‹‹‹‹‹‹‹‹‹‹‹‹‹‹‹‹‹‹‹‹‹‹‹‹‹‹‹‹‹‹‹‹‹‹‹‹‹‹‹‹‹‹‹‹‹‹‹‹‹‹‹‹‹‹‹‹‹‹‹‹‹‹‹‹‹‹‹‹‹‹‹‹‹‹‹‹‹‹‹‹‹‹‹‹‹‹‹‹‹‹‹‹‹‹‹‹‹‹‹‹‹‹‹‹‹‹‹‹‹‹‹‹‹‹‹‹‹‹‹‹‹‹‹‹‹‹‹‹‹‹‹‹‹‹‹‹‹‹‹‹‹‹‹‹‹‹‹‹‹‹‹‹‹‹‹‹‹‹‹‹‹‹‹ — [157, 566, 1183, 576]
alignment-base: T — [745, 1050, 753, 1064]
gencode-transcript[interactable]: ‹‹‹‹‹‹‹‹‹‹‹‹‹‹‹‹‹‹‹‹‹‹‹‹‹‹‹‹‹‹‹‹‹‹‹‹‹‹‹‹‹‹‹‹‹‹‹‹‹‹‹‹‹‹‹‹‹‹‹‹‹‹‹‹‹‹‹‹‹‹‹‹‹‹‹‹‹‹‹‹‹‹‹‹‹‹‹‹‹‹‹‹‹‹‹‹‹‹‹‹‹‹‹‹‹‹‹‹‹‹‹‹‹‹‹‹‹‹‹‹‹‹‹‹‹‹‹‹‹‹‹‹‹‹‹‹‹‹‹‹‹‹‹‹‹‹‹‹‹‹‹‹‹‹‹‹‹‹‹‹‹‹‹‹‹‹‹‹‹‹‹‹‹‹‹‹‹‹‹‹‹‹‹‹‹‹‹‹‹‹‹‹‹‹‹‹‹‹‹‹‹‹‹‹‹‹‹‹‹‹‹‹‹‹‹‹‹‹‹‹‹‹‹‹‹‹‹‹‹‹‹‹‹‹‹‹‹‹‹‹‹‹‹‹‹‹‹‹‹‹‹‹‹‹‹‹‹‹‹‹‹‹‹‹‹‹‹‹‹‹‹‹‹‹‹‹‹‹‹‹‹‹‹‹‹‹‹‹‹‹‹‹‹‹‹‹‹‹‹‹ — [157, 326, 1183, 336]
phylop-score-bar[interactable] — [167, 931, 172, 938]
gtex-tissue-bar[interactable] — [261, 812, 268, 844]
alignment-base: = — [493, 1095, 501, 1109]
scale-bar — [373, 24, 733, 25]
alignment-base: = — [313, 1065, 321, 1079]
gtex-tissue-bar[interactable] — [341, 808, 348, 844]
phylop-score-bar[interactable] — [893, 931, 898, 935]
alignment-base: - — [711, 1050, 715, 1064]
alignment-base: = — [529, 1080, 537, 1094]
alignment-base: T — [817, 1005, 825, 1019]
gtex-tissue-bar[interactable] — [293, 808, 300, 844]
alignment-base: T — [313, 1005, 321, 1019]
alignment-base: - — [459, 1035, 463, 1049]
gtex-track-label[interactable]: PPIL3 — [121, 816, 154, 830]
gencode-transcript[interactable]: ‹‹‹‹‹‹‹‹‹‹‹‹‹‹‹‹‹‹‹‹‹‹‹‹‹‹‹‹‹‹‹‹‹‹‹‹‹‹‹‹‹‹‹‹‹‹‹‹‹‹‹‹‹‹‹‹‹‹‹‹‹‹‹‹‹‹‹‹‹‹‹‹‹‹‹‹‹‹‹‹‹‹‹‹‹‹‹‹‹‹‹‹‹‹‹‹‹‹‹‹‹‹‹‹‹‹‹‹‹‹‹‹‹‹‹‹‹‹‹‹‹‹‹‹‹‹‹‹‹‹‹‹‹‹‹‹‹‹‹‹‹‹‹‹‹‹‹‹‹‹‹‹‹‹‹‹‹‹‹‹‹‹‹‹‹‹‹‹‹‹‹‹‹‹‹‹‹‹‹‹‹‹‹‹‹‹‹‹‹‹‹‹‹‹‹‹‹‹‹‹‹‹‹‹‹‹‹‹‹‹‹‹‹‹‹‹‹‹‹‹‹‹‹‹‹‹‹‹‹‹‹‹‹‹‹‹‹‹‹‹‹‹‹‹‹‹‹‹‹‹‹‹‹‹‹‹‹‹‹‹‹‹‹‹‹‹‹‹‹‹‹‹‹‹‹‹‹‹‹‹‹‹‹‹‹‹‹‹‹‹‹‹‹‹‹‹‹‹‹‹ — [157, 102, 1183, 112]
gtex-tissue-bar[interactable] — [413, 810, 420, 844]
alignment-base: - — [891, 1035, 895, 1049]
sequence-base: T — [889, 50, 897, 64]
gencode-transcript[interactable]: ‹‹‹‹‹‹‹‹‹‹‹‹‹‹‹‹‹‹‹‹‹‹‹‹‹‹‹‹‹‹‹‹‹‹‹‹‹‹‹‹‹‹‹‹‹‹‹‹‹‹‹‹‹‹‹‹‹‹‹‹‹‹‹‹‹‹‹‹‹‹‹‹‹‹‹‹‹‹‹‹‹‹‹‹‹‹‹‹‹‹‹‹‹‹‹‹‹‹‹‹‹‹‹‹‹‹‹‹‹‹‹‹‹‹‹‹‹‹‹‹‹‹‹‹‹‹‹‹‹‹‹‹‹‹‹‹‹‹‹‹‹‹‹‹‹‹‹‹‹‹‹‹‹‹‹‹‹‹‹‹‹‹‹‹‹‹‹‹‹‹‹‹‹‹‹‹‹‹‹‹‹‹‹‹‹‹‹‹‹‹‹‹‹‹‹‹‹‹‹‹‹‹‹‹‹‹‹‹‹‹‹‹‹‹‹‹‹‹‹‹‹‹‹‹‹‹‹‹‹‹‹‹‹‹‹‹‹‹‹‹‹‹‹‹‹‹‹‹‹‹‹‹‹‹‹‹‹‹‹‹‹‹‹‹‹‹‹‹‹‹‹‹‹‹‹‹‹‹‹‹‹‹‹‹‹‹‹‹‹‹‹‹‹‹‹‹‹‹‹‹ — [157, 598, 1183, 608]
gencode-transcript-label[interactable]: PPIL3 — [121, 564, 154, 578]
gencode-transcript-label[interactable]: PPIL3 — [121, 132, 154, 146]
gtex-bar-chart[interactable] — [155, 796, 555, 846]
gtex-tissue-bar[interactable] — [381, 808, 388, 844]
alignment-base: T — [781, 990, 789, 1004]
alignment-base: T — [925, 990, 933, 1004]
gtex-tissue-bar[interactable] — [269, 810, 276, 844]
gtex-tissue-bar[interactable] — [253, 811, 260, 844]
phylop-track-label[interactable]: 100 Vert. Cons — [12, 919, 92, 933]
alignment-base: = — [457, 1095, 465, 1109]
gencode-transcript-label[interactable]: PPIL3 — [121, 596, 154, 610]
alignment-base: - — [495, 1035, 499, 1049]
gaps-label: Gaps — [125, 975, 154, 989]
gtex-tissue-bar[interactable] — [421, 818, 428, 844]
refseq-track-title: RefSeq genes from NCBI — [490, 643, 615, 655]
gencode-transcript[interactable]: ‹‹‹‹‹‹‹‹‹‹‹‹‹‹‹‹‹‹‹‹‹‹‹‹‹‹‹‹‹‹‹‹‹‹‹‹‹‹‹‹‹‹‹‹‹‹‹‹‹‹‹‹‹‹‹‹‹‹‹‹‹‹‹‹‹‹‹‹‹‹‹‹‹‹‹‹‹‹‹‹‹‹‹‹‹‹‹‹‹‹‹‹‹‹‹‹‹‹‹‹‹‹‹‹‹‹‹‹‹‹‹‹‹‹‹‹‹‹‹‹‹‹‹‹‹‹‹‹‹‹‹‹‹‹‹‹‹‹‹‹‹‹‹‹‹‹‹‹‹‹‹‹‹‹‹‹‹‹‹‹‹‹‹‹‹‹‹‹‹‹‹‹‹‹‹‹‹‹‹‹‹‹‹‹‹‹‹‹‹‹‹‹‹‹‹‹‹‹‹‹‹‹‹‹‹‹‹‹‹‹‹‹‹‹‹‹‹‹‹‹‹‹‹‹‹‹‹‹‹‹‹‹‹‹‹‹‹‹‹‹‹‹‹‹‹‹‹‹‹‹‹‹‹‹‹‹‹‹‹‹‹‹‹‹‹‹‹‹‹‹‹‹‹‹‹‹‹‹‹‹‹‹‹‹‹‹‹‹‹‹‹‹‹‹‹‹‹‹‹‹ — [157, 422, 1183, 432]
gencode-transcript-label[interactable]: PPIL3 — [121, 532, 154, 546]
gencode-transcript-label[interactable]: PPIL3 — [121, 356, 154, 370]
gencode-transcript-label[interactable]: PPIL3 — [121, 388, 154, 402]
alignment-base: - — [603, 1035, 607, 1049]
tracks-image[interactable] — [155, 0, 1183, 1156]
gencode-transcript[interactable]: ‹‹‹‹‹‹‹‹‹‹‹‹‹‹‹‹‹‹‹‹‹‹‹‹‹‹‹‹‹‹‹‹‹‹‹‹‹‹‹‹‹‹‹‹‹‹‹‹‹‹‹‹‹‹‹‹‹‹‹‹‹‹‹‹‹‹‹‹‹‹‹‹‹‹‹‹‹‹‹‹‹‹‹‹‹‹‹‹‹‹‹‹‹‹‹‹‹‹‹‹‹‹‹‹‹‹‹‹‹‹‹‹‹‹‹‹‹‹‹‹‹‹‹‹‹‹‹‹‹‹‹‹‹‹‹‹‹‹‹‹‹‹‹‹‹‹‹‹‹‹‹‹‹‹‹‹‹‹‹‹‹‹‹‹‹‹‹‹‹‹‹‹‹‹‹‹‹‹‹‹‹‹‹‹‹‹‹‹‹‹‹‹‹‹‹‹‹‹‹‹‹‹‹‹‹‹‹‹‹‹‹‹‹‹‹‹‹‹‹‹‹‹‹‹‹‹‹‹‹‹‹‹‹‹‹‹‹‹‹‹‹‹‹‹‹‹‹‹‹‹‹‹‹‹‹‹‹‹‹‹‹‹‹‹‹‹‹‹‹‹‹‹‹‹‹‹‹‹‹‹‹‹‹‹‹‹‹‹‹‹‹‹‹‹‹‹‹‹‹‹ — [157, 582, 1183, 592]
gencode-transcript-label[interactable]: PPIL3 — [121, 100, 154, 114]
alignment-base: = — [493, 1080, 501, 1094]
alignment-base: - — [207, 1050, 211, 1064]
alignment-base: T — [853, 990, 861, 1004]
alignment-base: = — [241, 1065, 249, 1079]
alignment-base: = — [385, 1080, 393, 1094]
ruler-tick-label: 201,737,595 — [335, 36, 402, 50]
gencode-transcript[interactable]: ‹‹‹‹‹‹‹‹‹‹‹‹‹‹‹‹‹‹‹‹‹‹‹‹‹‹‹‹‹‹‹‹‹‹‹‹‹‹‹‹‹‹‹‹‹‹‹‹‹‹‹‹‹‹‹‹‹‹‹‹‹‹‹‹‹‹‹‹‹‹‹‹‹‹‹‹‹‹‹‹‹‹‹‹‹‹‹‹‹‹‹‹‹‹‹‹‹‹‹‹‹‹‹‹‹‹‹‹‹‹‹‹‹‹‹‹‹‹‹‹‹‹‹‹‹‹‹‹‹‹‹‹‹‹‹‹‹‹‹‹‹‹‹‹‹‹‹‹‹‹‹‹‹‹‹‹‹‹‹‹‹‹‹‹‹‹‹‹‹‹‹‹‹‹‹‹‹‹‹‹‹‹‹‹‹‹‹‹‹‹‹‹‹‹‹‹‹‹‹‹‹‹‹‹‹‹‹‹‹‹‹‹‹‹‹‹‹‹‹‹‹‹‹‹‹‹‹‹‹‹‹‹‹‹‹‹‹‹‹‹‹‹‹‹‹‹‹‹‹‹‹‹‹‹‹‹‹‹‹‹‹‹‹‹‹‹‹‹‹‹‹‹‹‹‹‹‹‹‹‹‹‹‹‹‹‹‹‹‹‹‹‹‹‹‹‹‹‹‹‹ — [157, 390, 1183, 400]
gencode-transcript-label[interactable]: PPIL3 — [121, 308, 154, 322]
gtex-tissue-bar[interactable] — [189, 807, 196, 844]
alignment-base: = — [709, 1095, 717, 1109]
gtex-tissue-bar[interactable] — [453, 804, 460, 844]
gtex-tissue-bar[interactable] — [493, 802, 500, 844]
alignment-base: = — [673, 1095, 681, 1109]
gtex-tissue-bar[interactable] — [373, 817, 380, 844]
alignment-base: = — [241, 1080, 249, 1094]
alignment-base: = — [205, 1065, 213, 1079]
alignment-base: T — [205, 1005, 213, 1019]
sequence-base: A — [348, 50, 357, 64]
gtex-tissue-bar[interactable] — [485, 808, 492, 844]
gtex-tissue-bar[interactable] — [477, 809, 484, 844]
alignment-base: = — [313, 1080, 321, 1094]
sequence-base: T — [709, 50, 717, 64]
strand-label: ---> — [135, 50, 154, 64]
omim-track-label[interactable]: OMIM Genes — [82, 733, 154, 747]
omim-gene-block[interactable] — [155, 733, 950, 748]
sequence-base: C — [384, 50, 394, 64]
gencode-transcript-label[interactable]: PPIL3 — [121, 196, 154, 210]
gencode-transcript[interactable]: ‹‹‹‹‹‹‹‹‹‹‹‹‹‹‹‹‹‹‹‹‹‹‹‹‹‹‹‹‹‹‹‹‹‹‹‹‹‹‹‹‹‹‹‹‹‹‹‹‹‹‹‹‹‹‹‹‹‹‹‹‹‹‹‹‹‹‹‹‹‹‹‹‹‹‹‹‹‹‹‹‹‹‹‹‹‹‹‹‹‹‹‹‹‹‹‹‹‹‹‹‹‹‹‹‹‹‹‹‹‹‹‹‹‹‹‹‹‹‹‹‹‹‹‹‹‹‹‹‹‹‹‹‹‹‹‹‹‹‹‹‹‹‹‹‹‹‹‹‹‹‹‹‹‹‹‹‹‹‹‹‹‹‹‹‹‹‹‹‹‹‹‹‹‹‹‹‹‹‹‹‹‹‹‹‹‹‹‹‹‹‹‹‹‹‹‹‹‹‹‹‹‹‹‹‹‹‹‹‹‹‹‹‹‹‹‹‹‹‹‹‹‹‹‹‹‹‹‹‹‹‹‹‹‹‹‹‹‹‹‹‹‹‹‹‹‹‹‹‹‹‹‹‹‹‹‹‹‹‹‹‹‹‹‹‹‹‹‹‹‹‹‹‹‹‹‹‹‹‹‹‹‹‹‹‹‹‹‹‹‹‹‹‹‹‹‹‹‹‹‹ — [157, 614, 1183, 624]
alignment-base: C — [348, 1005, 358, 1019]
refseq-gene-line[interactable] — [157, 662, 950, 663]
gtex-tissue-bar[interactable] — [229, 805, 236, 844]
phylop-score-bar[interactable] — [332, 932, 337, 934]
alignment-base: A — [492, 1050, 501, 1064]
phylop-base-tick — [192, 931, 214, 932]
scale-text: 10 bases — [317, 18, 366, 32]
alignment-base: = — [421, 1080, 429, 1094]
gencode-transcript[interactable]: ‹‹‹‹‹‹‹‹‹‹‹‹‹‹‹‹‹‹‹‹‹‹‹‹‹‹‹‹‹‹‹‹‹‹‹‹‹‹‹‹‹‹‹‹‹‹‹‹‹‹‹‹‹‹‹‹‹‹‹‹‹‹‹‹‹‹‹‹‹‹‹‹‹‹‹‹‹‹‹‹‹‹‹‹‹‹‹‹‹‹‹‹‹‹‹‹‹‹‹‹‹‹‹‹‹‹‹‹‹‹‹‹‹‹‹‹‹‹‹‹‹‹‹‹‹‹‹‹‹‹‹‹‹‹‹‹‹‹‹‹‹‹‹‹‹‹‹‹‹‹‹‹‹‹‹‹‹‹‹‹‹‹‹‹‹‹‹‹‹‹‹‹‹‹‹‹‹‹‹‹‹‹‹‹‹‹‹‹‹‹‹‹‹‹‹‹‹‹‹‹‹‹‹‹‹‹‹‹‹‹‹‹‹‹‹‹‹‹‹‹‹‹‹‹‹‹‹‹‹‹‹‹‹‹‹‹‹‹‹‹‹‹‹‹‹‹‹‹‹‹‹‹‹‹‹‹‹‹‹‹‹‹‹‹‹‹‹‹‹‹‹‹‹‹‹‹‹‹‹‹‹‹‹‹‹‹‹‹‹‹‹‹‹‹‹‹‹‹‹‹ — [157, 470, 1183, 480]
ruler-tick-start — [228, 34, 229, 48]
gencode-transcript-label[interactable]: PPIL3 — [121, 212, 154, 226]
sequence-base: T — [781, 50, 789, 64]
sequences-line[interactable] — [157, 693, 950, 694]
gtex-tissue-bar[interactable] — [509, 804, 516, 844]
sequences-track-label[interactable]: Sequences — [93, 686, 154, 700]
gencode-transcript-label[interactable]: PPIL3 — [121, 500, 154, 514]
phylop-score-bar[interactable] — [233, 931, 238, 933]
gencode-transcript-label[interactable]: PPIL3 — [121, 420, 154, 434]
gtex-tissue-bar[interactable] — [445, 803, 452, 844]
gencode-transcript[interactable]: ‹‹‹‹‹‹‹‹‹‹‹‹‹‹‹‹‹‹‹‹‹‹‹‹‹‹‹‹‹‹‹‹‹‹‹‹‹‹‹‹‹‹‹‹‹‹‹‹‹‹‹‹‹‹‹‹‹‹‹‹‹‹‹‹‹‹‹‹‹‹‹‹‹‹‹‹‹‹‹‹‹‹‹‹‹‹‹‹‹‹‹‹‹‹‹‹‹‹‹‹‹‹‹‹‹‹‹‹‹‹‹‹‹‹‹‹‹‹‹‹‹‹‹‹‹‹‹‹‹‹‹‹‹‹‹‹‹‹‹‹‹‹‹‹‹‹‹‹‹‹‹‹‹‹‹‹‹‹‹‹‹‹‹‹‹‹‹‹‹‹‹‹‹‹‹‹‹‹‹‹‹‹‹‹‹‹‹‹‹‹‹‹‹‹‹‹‹‹‹‹‹‹‹‹‹‹‹‹‹‹‹‹‹‹‹‹‹‹‹‹‹‹‹‹‹‹‹‹‹‹‹‹‹‹‹‹‹‹‹‹‹‹‹‹‹‹‹‹‹‹‹‹‹‹‹‹‹‹‹‹‹‹‹‹‹‹‹‹‹‹‹‹‹‹‹‹‹‹‹‹‹‹‹‹‹‹‹‹‹‹‹‹‹‹‹‹‹‹‹‹ — [157, 150, 1183, 160]
gencode-transcript-label[interactable]: PPIL3 — [121, 628, 154, 642]
alignment-base: T — [205, 990, 213, 1004]
gencode-transcript-label[interactable]: PPIL3 — [121, 276, 154, 290]
multiz-track-title: Multiz Alignments of 100 Vertebrates — [455, 962, 650, 976]
repeatmasker-track-label[interactable]: RepeatMasker — [75, 1126, 154, 1140]
gtex-tissue-bar[interactable] — [309, 801, 316, 844]
alignment-base: = — [925, 1020, 933, 1034]
gencode-transcript[interactable]: ‹‹‹‹‹‹‹‹‹‹‹‹‹‹‹‹‹‹‹‹‹‹‹‹‹‹‹‹‹‹‹‹‹‹‹‹‹‹‹‹‹‹‹‹‹‹‹‹‹‹‹‹‹‹‹‹‹‹‹‹‹‹‹‹‹‹‹‹‹‹‹‹‹‹‹‹‹‹‹‹‹‹‹‹‹‹‹‹‹‹‹‹‹‹‹‹‹‹‹‹‹‹‹‹‹‹‹‹‹‹‹‹‹‹‹‹‹‹‹‹‹‹‹‹‹‹‹‹‹‹‹‹‹‹‹‹‹‹‹‹‹‹‹‹‹‹‹‹‹‹‹‹‹‹‹‹‹‹‹‹‹‹‹‹‹‹‹‹‹‹‹‹‹‹‹‹‹‹‹‹‹‹‹‹‹‹‹‹‹‹‹‹‹‹‹‹‹‹‹‹‹‹‹‹‹‹‹‹‹‹‹‹‹‹‹‹‹‹‹‹‹‹‹‹‹‹‹‹‹‹‹‹‹‹‹‹‹‹‹‹‹‹‹‹‹‹‹‹‹‹‹‹‹‹‹‹‹‹‹‹‹‹‹‹‹‹‹‹‹‹‹‹‹‹‹‹‹‹‹‹‹‹‹‹‹‹‹‹‹‹‹‹‹‹‹‹‹‹‹‹ — [157, 406, 1183, 416]
alignment-base: T — [673, 990, 681, 1004]
dbsnp-variant-block[interactable] — [516, 766, 950, 777]
gencode-transcript-label[interactable]: PPIL3 — [121, 372, 154, 386]
phylop-base-tick — [522, 931, 544, 932]
